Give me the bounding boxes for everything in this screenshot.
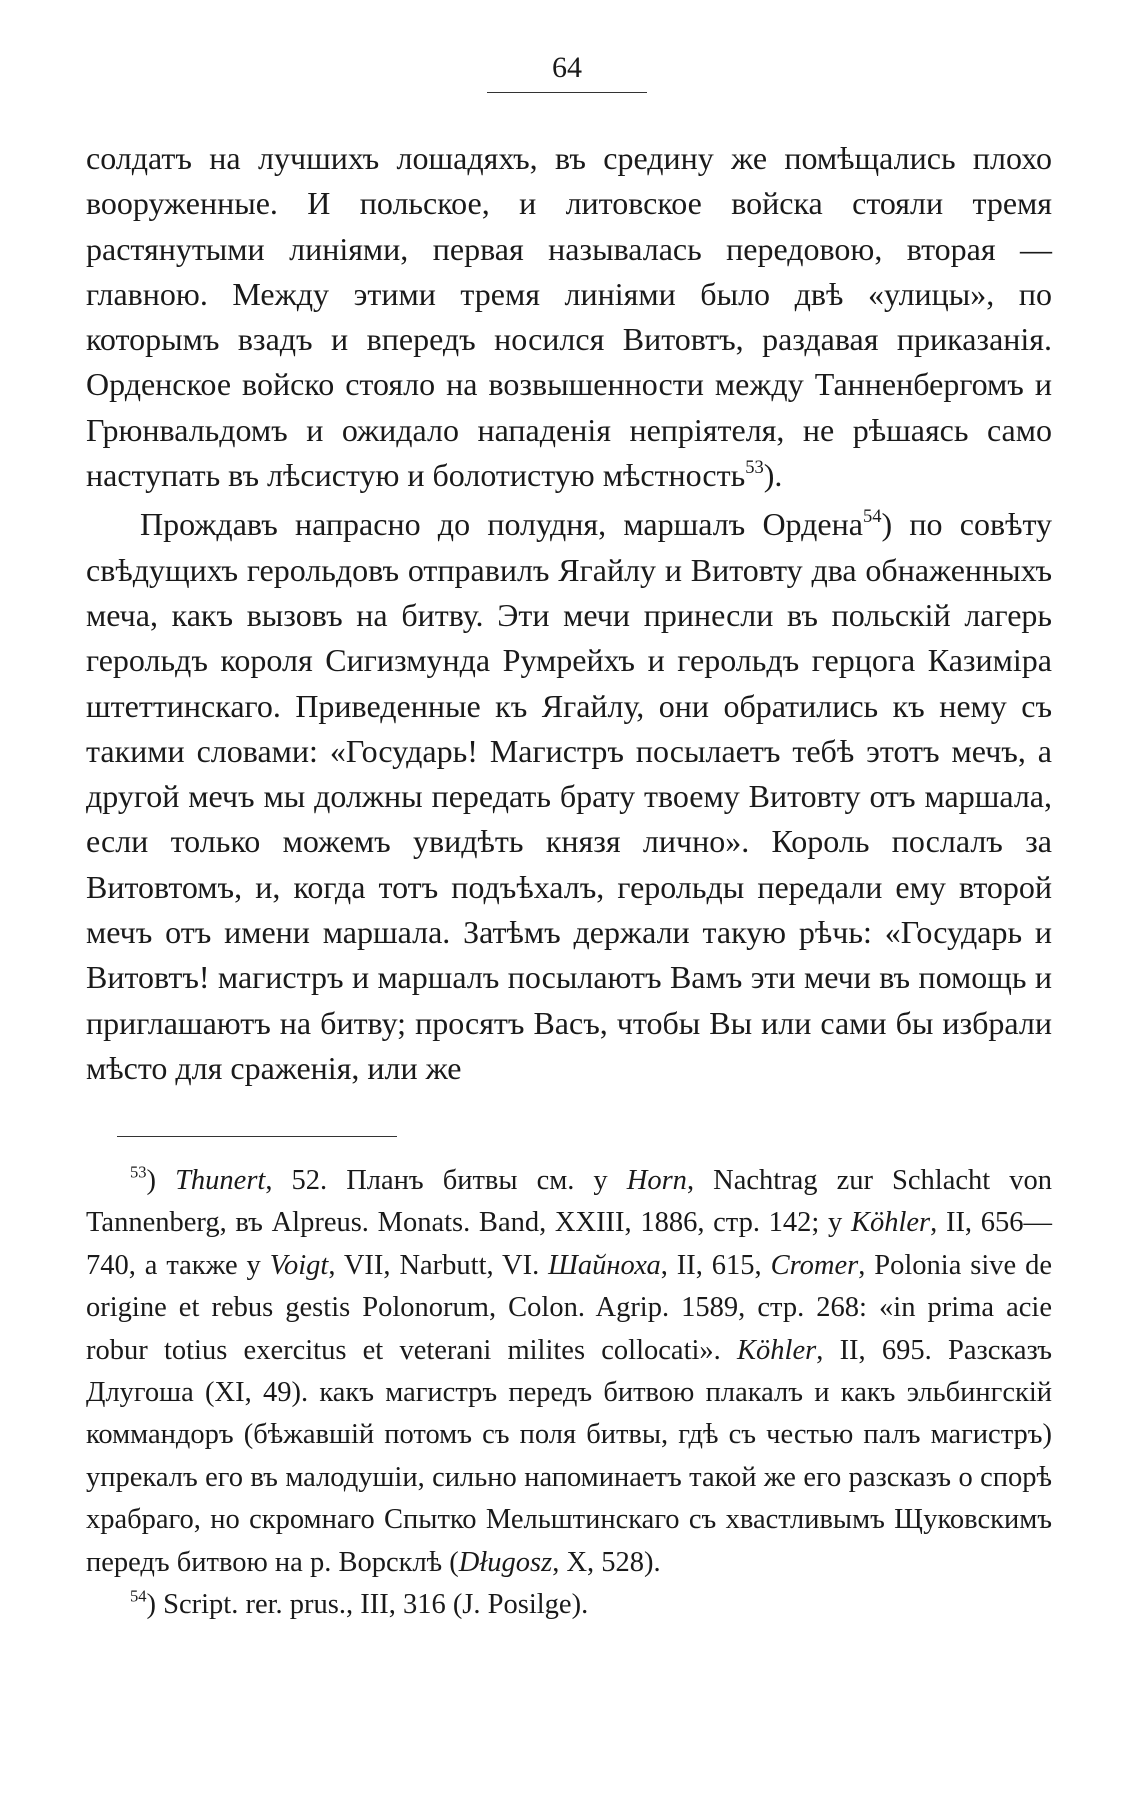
author-kohler: Köhler — [850, 1207, 931, 1239]
footnote-53-text-n: , II, 695. Разсказъ Длугоша (XI, 49). какъ магистръ передъ битвою плакалъ и какъ эльбингскій коммандоръ (бѣжавшій потомъ съ поля битвы, гдѣ съ честью палъ магистръ) упрекалъ его въ малодушіи, сильно напоминаетъ такой же его разсказъ о спорѣ храбраго, но скромнаго Спытко Мельштинскаго съ хвастливымъ Щуковскимъ передъ битвою на р. Ворсклѣ ( — [86, 1334, 1052, 1578]
main-text — [86, 136, 1052, 1091]
footnotes — [86, 1160, 1052, 1626]
footnote-53-close: ) — [146, 1165, 157, 1196]
author-horn: Horn — [626, 1165, 687, 1196]
author-cromer: Cromer — [770, 1249, 859, 1281]
author-voigt: Voigt — [269, 1249, 329, 1281]
footnote-53-text-d: , Nachtrag zur Schlacht von Tannenberg, въ Alpreus. Monats. Band, XXIII, 1886, стр. 142; у — [86, 1165, 1052, 1239]
footnote-53-text-h: , VII, Narbutt, VI. — [328, 1249, 549, 1281]
paragraph-2-start: Прождавъ напрасно до полудня, маршалъ Ордена — [140, 506, 863, 543]
footnote-54-text: ) Script. rer. prus., III, 316 (J. Posilge). — [146, 1589, 589, 1621]
paragraph-1-text: солдатъ на лучшихъ лошадяхъ, въ средину же помѣщались плохо вооруженные. И польское, и литовское войска стояли тремя растянутыми линіями, первая называлась передовою, вторая — главною. Между этими тремя линіями было двѣ «улицы», по которымъ взадъ и впередъ носился Витовтъ, раздавая приказанія. Орденское войско стояло на возвышенности между Танненбергомъ и Грюнвальдомъ и ожидало нападенія непріятеля, не рѣшаясь само наступать въ лѣсистую и болотистую мѣстность — [86, 140, 1052, 494]
paragraph-2 — [86, 502, 1052, 1091]
footnote-53-text-l: , Polonia sive de origine et rebus gestis Polonorum, Colon. Agrip. 1589, стр. 268: «in prima acie robur totius exercitus et veterani milites collocati». — [86, 1249, 1052, 1366]
footnote-53-text-b: , 52. Планъ битвы см. у — [265, 1165, 627, 1196]
footnote-53-text-f: , II, 656—740, а также у — [86, 1207, 1052, 1281]
footnote-53-text-j: , II, 615, — [660, 1249, 771, 1281]
footnote-53-mark: 53 — [130, 1162, 147, 1182]
footnote-53-text-p: , X, 528). — [552, 1546, 661, 1578]
footnote-54-mark: 54 — [130, 1586, 147, 1606]
footnote-divider — [117, 1136, 397, 1137]
author-thunert: Thunert — [175, 1165, 266, 1196]
footnote-54 — [86, 1584, 1052, 1626]
footnote-ref-54[interactable]: 54 — [862, 506, 882, 528]
paragraph-2-rest: ) по совѣту свѣдущихъ герольдовъ отправилъ Ягайлу и Витовту два обнаженныхъ меча, какъ вызовъ на битву. Эти мечи принесли въ польскій лагерь герольдъ короля Сигизмунда Румрейхъ и герольдъ герцога Казиміра штеттинскаго. Приведенные къ Ягайлу, они обратились къ нему съ такими словами: «Государь! Магистръ посылаетъ тебѣ этотъ мечъ, а другой мечъ мы должны передать брату твоему Витовту отъ маршала, если только можемъ увидѣть князя лично». Король послалъ за Витовтомъ, и, когда тотъ подъѣхалъ, герольды передали ему второй мечъ отъ имени маршала. Затѣмъ держали такую рѣчь: «Государь и Витовтъ! магистръ и маршалъ посылаютъ Вамъ эти мечи въ помощь и приглашаютъ на битву; просятъ Васъ, чтобы Вы или сами бы избрали мѣсто для сраженія, или же — [86, 506, 1053, 1086]
paragraph-1-end: ). — [763, 457, 783, 494]
author-shainokha: Шайноха — [548, 1249, 661, 1281]
footnote-ref-53[interactable]: 53 — [745, 457, 764, 479]
paragraph-1 — [86, 136, 1052, 498]
page-number: 64 — [487, 48, 647, 93]
footnote-53 — [86, 1160, 1052, 1584]
author-kohler-2: Köhler — [737, 1334, 817, 1366]
author-dlugosz: Długosz — [458, 1546, 553, 1578]
